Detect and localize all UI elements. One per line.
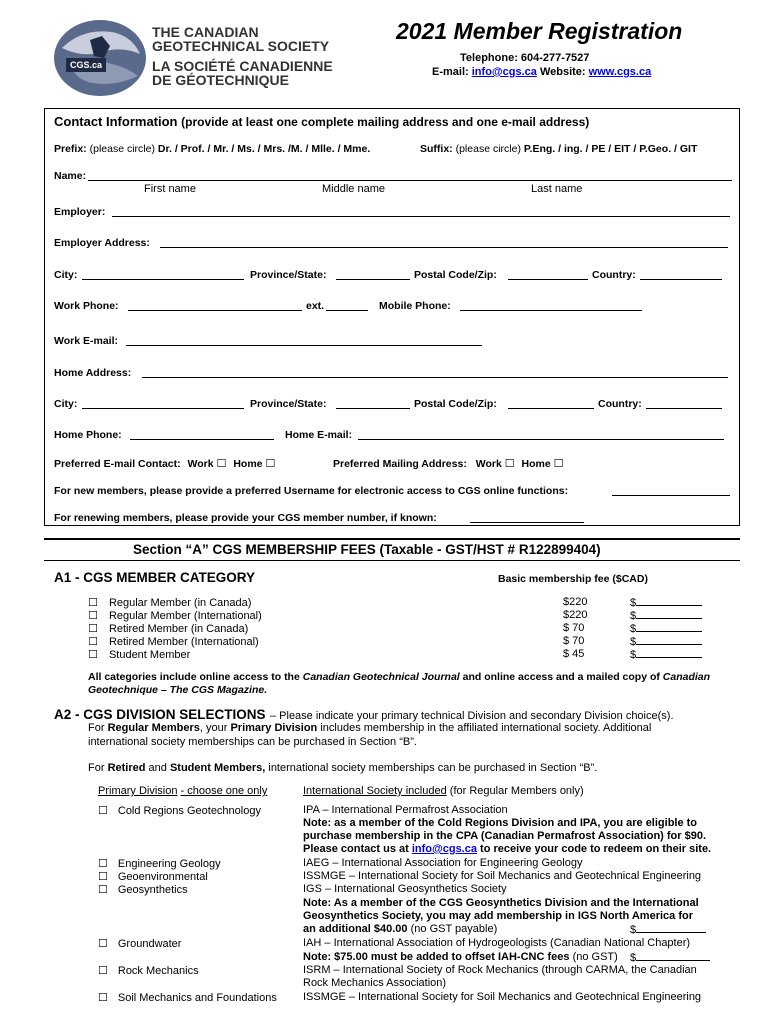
home-city-field[interactable] bbox=[82, 408, 244, 409]
work-phone-field[interactable] bbox=[128, 310, 302, 311]
category-label: Regular Member (in Canada) bbox=[108, 597, 252, 609]
category-label: Regular Member (International) bbox=[108, 610, 262, 622]
org-name-en-1: THE CANADIAN bbox=[152, 24, 259, 40]
employer-address-field[interactable] bbox=[160, 247, 728, 248]
division-label: Engineering Geology bbox=[117, 858, 221, 870]
employer-label: Employer: bbox=[54, 206, 106, 218]
division-label: Cold Regions Geotechnology bbox=[117, 805, 261, 817]
city-label: City: bbox=[54, 269, 78, 281]
category-amount[interactable] bbox=[630, 609, 702, 622]
middle-name-caption: Middle name bbox=[322, 183, 385, 195]
home-postal-label: Postal Code/Zip: bbox=[414, 398, 497, 410]
category-fee: $ 70 bbox=[563, 635, 585, 647]
categories-note-line2: Geotechnique – The CGS Magazine. bbox=[88, 684, 268, 696]
a2-retired-rest: international society memberships can be purchased in Section “B”. bbox=[268, 762, 598, 774]
division-geoenv bbox=[98, 870, 208, 883]
province-field[interactable] bbox=[336, 279, 410, 280]
category-fee: $220 bbox=[563, 609, 588, 621]
home-email-label: Home E-mail: bbox=[285, 429, 353, 441]
first-name-caption: First name bbox=[144, 183, 196, 195]
name-field[interactable] bbox=[88, 180, 732, 181]
iah-note-plain: (no GST) bbox=[572, 951, 618, 963]
division-geosyn bbox=[98, 883, 188, 896]
iah-note-bold: Note: $75.00 must be added to offset IAH-CNC fees bbox=[303, 951, 570, 963]
a2-title: A2 - CGS DIVISION SELECTIONS bbox=[54, 707, 266, 722]
ext-field[interactable] bbox=[326, 310, 368, 311]
ipa-note-3a: Please contact us at bbox=[303, 843, 409, 855]
category-checkbox[interactable]: ☐ bbox=[88, 609, 98, 622]
email-link[interactable]: info@cgs.ca bbox=[471, 66, 537, 78]
preferred-mail-work-label: Work bbox=[475, 458, 502, 470]
fee-header: Basic membership fee ($CAD) bbox=[498, 573, 648, 585]
logo-text: CGS.ca bbox=[70, 60, 103, 70]
list-item bbox=[88, 622, 248, 635]
category-checkbox[interactable]: ☐ bbox=[88, 635, 98, 648]
website-label: Website: bbox=[539, 66, 586, 78]
intl-issmge: ISSMGE – International Society for Soil Mechanics and Geotechnical Engineering bbox=[303, 870, 702, 882]
note-part-2: and online access and a mailed copy of bbox=[462, 671, 660, 683]
preferred-mail-label: Preferred Mailing Address: bbox=[333, 458, 467, 470]
igs-note-3a: an additional $40.00 bbox=[303, 923, 408, 935]
category-fee: $220 bbox=[563, 596, 588, 608]
category-fee: $ 45 bbox=[563, 648, 585, 660]
province-label: Province/State: bbox=[250, 269, 327, 281]
division-eng bbox=[98, 857, 221, 870]
home-phone-field[interactable] bbox=[130, 439, 274, 440]
prefix-label: Prefix: bbox=[54, 143, 87, 155]
dollar-sign: $ bbox=[630, 610, 637, 622]
division-checkbox[interactable]: ☐ bbox=[98, 857, 108, 870]
postal-label: Postal Code/Zip: bbox=[414, 269, 497, 281]
category-amount[interactable] bbox=[630, 596, 702, 609]
division-label: Geosynthetics bbox=[117, 884, 188, 896]
work-email-field[interactable] bbox=[126, 345, 482, 346]
dollar-sign: $ bbox=[630, 623, 637, 635]
intl-iaeg: IAEG – International Association for Engineering Geology bbox=[303, 857, 583, 869]
division-checkbox[interactable]: ☐ bbox=[98, 964, 108, 977]
intl-ipa: IPA – International Permafrost Association bbox=[303, 804, 508, 816]
igs-note-1: Note: As a member of the CGS Geosynthetics Division and the International bbox=[303, 897, 699, 909]
note-canadian: Canadian bbox=[662, 671, 711, 683]
home-city-label: City: bbox=[54, 398, 78, 410]
home-phone-label: Home Phone: bbox=[54, 429, 122, 441]
country-label: Country: bbox=[592, 269, 636, 281]
dollar-sign: $ bbox=[630, 952, 637, 964]
mobile-field[interactable] bbox=[460, 310, 642, 311]
category-checkbox[interactable]: ☐ bbox=[88, 596, 98, 609]
dollar-sign: $ bbox=[630, 597, 637, 609]
division-label: Geoenvironmental bbox=[117, 871, 208, 883]
division-label: Rock Mechanics bbox=[117, 965, 199, 977]
a2-for: For bbox=[88, 722, 105, 734]
a2-line2: international society memberships can be purchased in Section “B”. bbox=[88, 736, 417, 748]
contact-heading bbox=[54, 114, 589, 129]
page-title: 2021 Member Registration bbox=[396, 18, 683, 44]
division-label: Groundwater bbox=[117, 938, 182, 950]
category-amount[interactable] bbox=[630, 622, 702, 635]
intl-society-note: (for Regular Members only) bbox=[449, 785, 584, 797]
a2-and: and bbox=[148, 762, 167, 774]
division-soil bbox=[98, 991, 277, 1004]
iah-amount[interactable] bbox=[630, 951, 710, 964]
last-name-caption: Last name bbox=[531, 183, 583, 195]
dollar-sign: $ bbox=[630, 636, 637, 648]
intl-society-title: International Society included bbox=[303, 785, 447, 797]
a2-retired-line bbox=[88, 762, 597, 774]
postal-field[interactable] bbox=[508, 279, 588, 280]
division-label: Soil Mechanics and Foundations bbox=[117, 992, 277, 1004]
primary-division-note: - choose one only bbox=[180, 785, 268, 797]
org-name-fr-1: LA SOCIÉTÉ CANADIENNE bbox=[152, 58, 333, 74]
intl-isrm-2: Rock Mechanics Association) bbox=[303, 977, 447, 989]
prefix-options[interactable]: Dr. / Prof. / Mr. / Ms. / Mrs. /M. / Mlle. / Mme. bbox=[157, 143, 371, 155]
category-checkbox[interactable]: ☐ bbox=[88, 622, 98, 635]
a1-title: A1 - CGS MEMBER CATEGORY bbox=[54, 570, 256, 585]
igs-note-3b: (no GST payable) bbox=[410, 923, 498, 935]
division-checkbox[interactable]: ☐ bbox=[98, 804, 108, 817]
home-email-field[interactable] bbox=[358, 439, 724, 440]
new-members-label: For new members, please provide a preferred Username for electronic access to CGS online functions: bbox=[54, 485, 569, 497]
intl-isrm: ISRM – International Society of Rock Mechanics (through CARMA, the Canadian bbox=[303, 964, 697, 976]
note-part-1: All categories include online access to the bbox=[88, 671, 300, 683]
renewing-label: For renewing members, please provide your CGS member number, if known: bbox=[54, 512, 437, 524]
website-link[interactable]: www.cgs.ca bbox=[588, 66, 652, 78]
username-field[interactable] bbox=[612, 495, 730, 496]
list-item bbox=[88, 596, 251, 609]
a2-your: , your bbox=[199, 722, 228, 734]
preferred-email-label: Preferred E-mail Contact: bbox=[54, 458, 181, 470]
division-ground bbox=[98, 937, 181, 950]
list-item bbox=[88, 648, 190, 661]
org-name-fr-2: DE GÉOTECHNIQUE bbox=[152, 72, 289, 88]
suffix-row[interactable] bbox=[420, 143, 697, 155]
member-number-field[interactable] bbox=[470, 522, 584, 523]
home-address-label: Home Address: bbox=[54, 367, 132, 379]
division-checkbox[interactable]: ☐ bbox=[98, 991, 108, 1004]
a2-student: Student Members, bbox=[169, 762, 266, 774]
ext-label: ext. bbox=[306, 300, 325, 312]
cgs-logo bbox=[52, 18, 148, 98]
contact-heading-note: (provide at least one complete mailing address and one e-mail address) bbox=[181, 115, 590, 129]
category-label: Retired Member (in Canada) bbox=[108, 623, 249, 635]
section-a-bottom-rule bbox=[44, 560, 740, 561]
ipa-note-1: Note: as a member of the Cold Regions Division and IPA, you are eligible to bbox=[303, 817, 698, 829]
home-country-field[interactable] bbox=[646, 408, 722, 409]
suffix-options[interactable]: P.Eng. / ing. / PE / EIT / P.Geo. / GIT bbox=[523, 143, 698, 155]
preferred-mail-home-checkbox[interactable]: ☐ bbox=[553, 457, 564, 470]
preferred-email-home-checkbox[interactable]: ☐ bbox=[265, 457, 276, 470]
a2-regular: Regular Members bbox=[107, 722, 200, 734]
primary-division-header bbox=[98, 785, 267, 797]
intl-issmge-2: ISSMGE – International Society for Soil Mechanics and Geotechnical Engineering bbox=[303, 991, 702, 1003]
igs-amount[interactable] bbox=[630, 923, 706, 936]
category-label: Retired Member (International) bbox=[108, 636, 259, 648]
suffix-label: Suffix: bbox=[420, 143, 453, 155]
division-checkbox[interactable]: ☐ bbox=[98, 883, 108, 896]
org-name-en-2: GEOTECHNICAL SOCIETY bbox=[152, 38, 330, 54]
preferred-mail-row bbox=[333, 457, 564, 470]
prefix-row[interactable] bbox=[54, 143, 370, 155]
home-postal-field[interactable] bbox=[508, 408, 594, 409]
name-label: Name: bbox=[54, 170, 87, 182]
employer-field[interactable] bbox=[112, 216, 730, 217]
preferred-email-work-label: Work bbox=[187, 458, 214, 470]
suffix-note: (please circle) bbox=[455, 143, 521, 155]
division-rock bbox=[98, 964, 199, 977]
section-a-title: Section “A” CGS MEMBERSHIP FEES (Taxable - GST/HST # R122899404) bbox=[133, 542, 601, 557]
a2-retired: Retired bbox=[107, 762, 146, 774]
country-field[interactable] bbox=[640, 279, 722, 280]
dollar-sign: $ bbox=[630, 649, 637, 661]
home-province-field[interactable] bbox=[336, 408, 410, 409]
mobile-label: Mobile Phone: bbox=[379, 300, 451, 312]
ipa-note-2: purchase membership in the CPA (Canadian Permafrost Association) for $90. bbox=[303, 830, 707, 842]
dollar-sign: $ bbox=[630, 924, 637, 936]
list-item bbox=[88, 609, 262, 622]
section-a-top-rule bbox=[44, 538, 740, 540]
home-address-field[interactable] bbox=[142, 377, 728, 378]
category-label: Student Member bbox=[108, 649, 191, 661]
list-item bbox=[88, 635, 259, 648]
email-label: E-mail: bbox=[432, 66, 469, 78]
contact-line bbox=[432, 66, 651, 78]
intl-society-header bbox=[303, 785, 584, 797]
work-email-label: Work E-mail: bbox=[54, 335, 118, 347]
igs-note-3 bbox=[303, 923, 497, 935]
note-journal: Canadian Geotechnical Journal bbox=[302, 671, 460, 683]
intl-iah: IAH – International Association of Hydrogeologists (Canadian National Chapter) bbox=[303, 937, 691, 949]
ipa-note-3c: to receive your code to redeem on their site. bbox=[480, 843, 712, 855]
city-field[interactable] bbox=[82, 279, 244, 280]
a2-rest: includes membership in the affiliated international society. Additional bbox=[320, 722, 652, 734]
iah-note bbox=[303, 951, 618, 963]
a2-primary: Primary Division bbox=[230, 722, 318, 734]
intl-igs: IGS – International Geosynthetics Society bbox=[303, 883, 507, 895]
a2-regular-line bbox=[88, 722, 651, 734]
work-phone-label: Work Phone: bbox=[54, 300, 119, 312]
category-amount[interactable] bbox=[630, 635, 702, 648]
telephone: Telephone: 604-277-7527 bbox=[460, 52, 590, 64]
ipa-note-3 bbox=[303, 843, 711, 855]
home-country-label: Country: bbox=[598, 398, 642, 410]
igs-note-2: Geosynthetics Society, you may add membership in IGS North America for bbox=[303, 910, 693, 922]
preferred-mail-home-label: Home bbox=[521, 458, 551, 470]
preferred-email-row bbox=[54, 457, 275, 470]
employer-address-label: Employer Address: bbox=[54, 237, 150, 249]
preferred-email-home-label: Home bbox=[233, 458, 263, 470]
home-province-label: Province/State: bbox=[250, 398, 327, 410]
preferred-email-work-checkbox[interactable]: ☐ bbox=[216, 457, 227, 470]
categories-note bbox=[88, 671, 710, 683]
contact-heading-title: Contact Information bbox=[54, 114, 178, 129]
category-checkbox[interactable]: ☐ bbox=[88, 648, 98, 661]
division-cold bbox=[98, 804, 261, 817]
primary-division-title: Primary Division bbox=[98, 785, 178, 797]
category-fee: $ 70 bbox=[563, 622, 585, 634]
division-checkbox[interactable]: ☐ bbox=[98, 937, 108, 950]
prefix-note: (please circle) bbox=[89, 143, 155, 155]
ipa-email-link[interactable]: info@cgs.ca bbox=[411, 843, 477, 855]
a2-intro: – Please indicate your primary technical Division and secondary Division choice(s). bbox=[269, 710, 674, 722]
preferred-mail-work-checkbox[interactable]: ☐ bbox=[504, 457, 515, 470]
category-amount[interactable] bbox=[630, 648, 702, 661]
a2-for-2: For bbox=[88, 762, 105, 774]
division-checkbox[interactable]: ☐ bbox=[98, 870, 108, 883]
